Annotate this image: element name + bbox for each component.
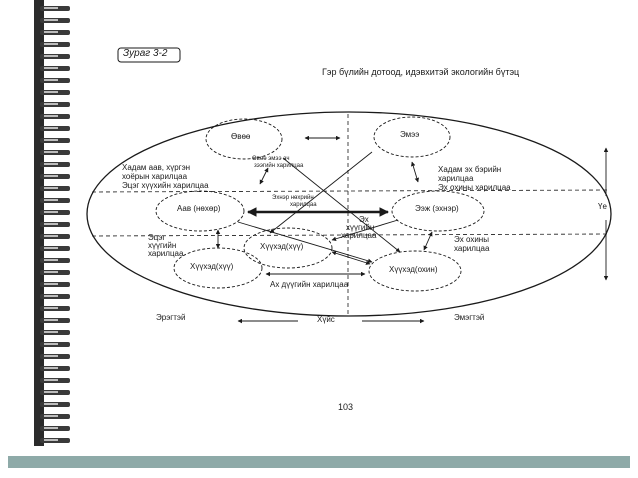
label-grandfather: Өвөө <box>231 132 251 141</box>
label-daughter: Хүүхэд(охин) <box>389 265 438 274</box>
axis-gender: Хүйс <box>317 315 335 324</box>
axis-generation: Үе <box>598 202 607 211</box>
label-son-left: Хүүхэд(хүү) <box>190 262 234 271</box>
arrow-grandmother-mother <box>412 162 418 182</box>
rel-father-in-law-line3: Эцэг хүүхийн харилцаа <box>122 181 209 190</box>
rel-father-in-law-line2: хоёрын харилцаа <box>122 172 188 181</box>
rel-grandparents-line1: Өвөө эмээ ач <box>252 156 290 162</box>
label-son-center: Хүүхэд(хүү) <box>260 242 304 251</box>
rel-mother-son-line3: харилцаа <box>341 231 377 240</box>
axis-female: Эмэгтэй <box>454 313 485 322</box>
rel-mother-son-line2: хүүгийн <box>346 223 375 232</box>
label-mother: Ээж (эхнэр) <box>415 204 459 213</box>
rel-mother-in-law-line2: харилцаа <box>438 174 474 183</box>
rel-siblings: Ах дүүгийн харилцаа <box>270 280 349 289</box>
rel-spouses-line2: харилцаа <box>290 202 317 208</box>
axis-male: Эрэгтэй <box>156 313 186 322</box>
rel-father-in-law-line1: Хадам аав, хүргэн <box>122 163 191 172</box>
rel-father-son-line1: Эцэг <box>148 233 166 242</box>
rel-father-son-line2: хүүгийн <box>148 241 177 250</box>
arrow-son-daughter <box>332 252 370 264</box>
bottom-band <box>8 456 630 468</box>
rel-spouses-line1: Эхнэр нөхрийн <box>272 195 314 201</box>
page-number: 103 <box>338 402 354 412</box>
label-grandmother: Эмээ <box>400 130 420 139</box>
family-ellipse <box>87 112 611 316</box>
rel-mother-daughter-line2: харилцаа <box>454 244 490 253</box>
rel-mother-in-law-line1: Хадам эх бэрийн <box>438 165 502 174</box>
rel-grandparents-line2: зээгийн харилцаа <box>254 163 304 169</box>
rel-father-son-line3: харилцаа <box>148 249 184 258</box>
figure-title: Гэр бүлийн дотоод, идэвхитэй экологийн бүтэц <box>322 67 520 77</box>
label-father: Аав (нөхөр) <box>177 204 221 213</box>
arrow-grandfather-father <box>260 168 268 184</box>
rel-mother-son-line1: Эх <box>359 215 369 224</box>
rel-mother-in-law-line3: Эх охины харилцаа <box>438 183 511 192</box>
figure-tag: Зураг 3-2 <box>123 48 168 59</box>
rel-mother-daughter-line1: Эх охины <box>454 235 489 244</box>
